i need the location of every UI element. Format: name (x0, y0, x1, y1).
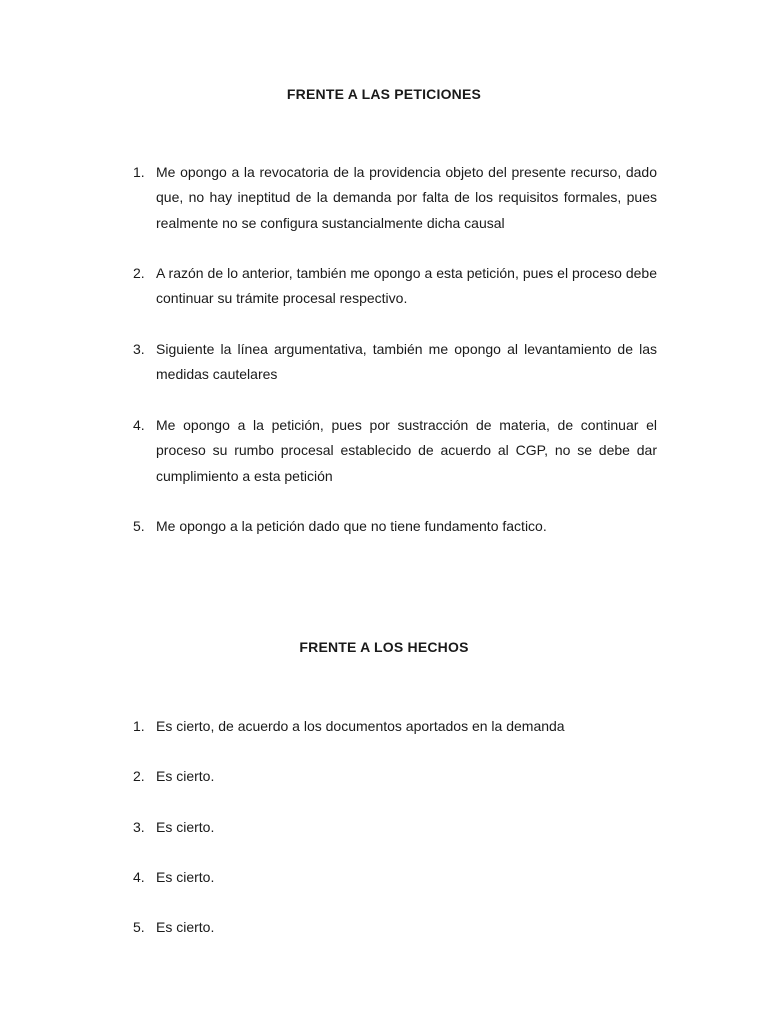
list-item (131, 261, 657, 312)
item-text: Me opongo a la revocatoria de la providencia objeto del presente recurso, dado que, no hay ineptitud de la demanda por falta de los requisitos formales, pues realmente no se configura sustancialmente dicha causal (156, 164, 657, 231)
item-number: 5. (133, 919, 145, 936)
list-item (131, 815, 657, 840)
item-text: Me opongo a la petición, pues por sustracción de materia, de continuar el proceso su rumbo procesal establecido de acuerdo al CGP, no se debe dar cumplimiento a esta petición (156, 416, 657, 484)
item-text: Me opongo a la petición dado que no tiene fundamento factico. (156, 518, 547, 535)
item-text: Es cierto. (156, 919, 215, 936)
item-number: 3. (133, 341, 145, 358)
item-number: 4. (133, 416, 145, 433)
hechos-list (131, 714, 657, 965)
item-number: 2. (133, 768, 145, 785)
item-text: Es cierto, de acuerdo a los documentos aportados en la demanda (156, 718, 565, 734)
list-item (131, 915, 657, 940)
item-number: 3. (133, 818, 145, 835)
list-item (131, 714, 657, 739)
item-number: 5. (133, 518, 145, 535)
list-item (131, 413, 657, 489)
section-heading-peticiones: FRENTE A LAS PETICIONES (286, 86, 482, 102)
section-heading-hechos: FRENTE A LOS HECHOS (299, 639, 469, 655)
item-number: 1. (133, 718, 145, 734)
list-item (131, 764, 657, 789)
list-item (131, 160, 657, 236)
item-text: Es cierto. (156, 868, 215, 885)
list-item (131, 865, 657, 890)
list-item (131, 337, 657, 388)
item-text: A razón de lo anterior, también me opongo a esta petición, pues el proceso debe continuar su trámite procesal respectivo. (156, 265, 657, 307)
item-text: Es cierto. (156, 818, 215, 835)
item-number: 4. (133, 868, 145, 885)
item-text: Siguiente la línea argumentativa, también me opongo al levantamiento de las medidas cautelares (156, 341, 657, 383)
item-text: Es cierto. (156, 768, 215, 785)
item-number: 2. (133, 265, 145, 282)
list-item (131, 514, 657, 539)
peticiones-list (131, 160, 657, 565)
item-number: 1. (133, 164, 145, 180)
